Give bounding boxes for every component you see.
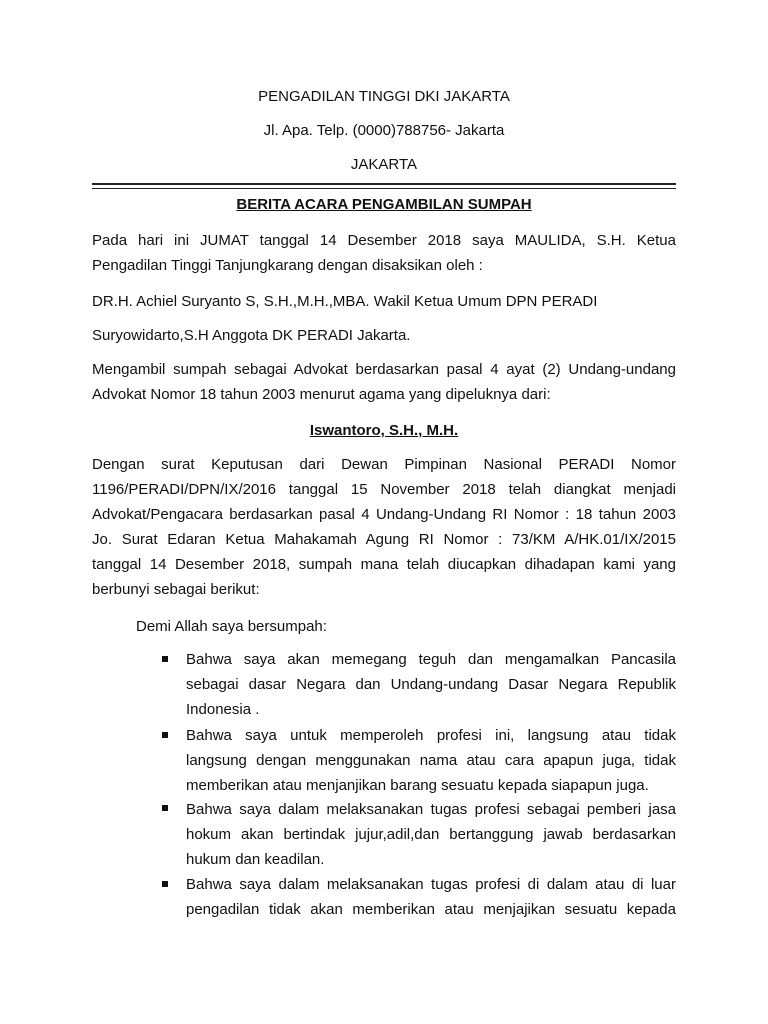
witness-2: [92, 323, 676, 348]
document-title: BERITA ACARA PENGAMBILAN SUMPAH: [236, 196, 532, 213]
advocate-name: Iswantoro, S.H., M.H.: [309, 422, 459, 439]
oath-point-line: Bahwa saya akan memegang teguh dan mengamalkan Pancasila: [186, 651, 676, 668]
bullet-square-icon: [162, 881, 168, 887]
oath-point: [186, 647, 676, 722]
oath-statement-line: Mengambil sumpah sebagai Advokat berdasarkan pasal 4 ayat (2) Undang-undang: [92, 361, 676, 378]
opening-line: Pengadilan Tinggi Tanjungkarang dengan disaksikan oleh :: [92, 257, 483, 274]
witness-1-text: DR.H. Achiel Suryanto S, S.H.,M.H.,MBA. Wakil Ketua Umum DPN PERADI: [92, 293, 598, 310]
court-city: JAKARTA: [350, 156, 418, 173]
header-divider-thick: [92, 183, 676, 185]
witness-2-text: Suryowidarto,S.H Anggota DK PERADI Jakarta.: [92, 327, 411, 344]
decree-paragraph: [92, 452, 676, 602]
oath-intro: Demi Allah saya bersumpah:: [136, 618, 327, 635]
oath-point-line: Indonesia .: [186, 701, 260, 718]
opening-line: Pada hari ini JUMAT tanggal 14 Desember 2018 saya MAULIDA, S.H. Ketua: [92, 232, 676, 249]
opening-paragraph: [92, 228, 676, 278]
oath-point-line: Bahwa saya untuk memperoleh profesi ini, langsung atau tidak: [186, 727, 676, 744]
oath-point: [186, 797, 676, 872]
decree-line: 1196/PERADI/DPN/IX/2016 tanggal 15 November 2018 telah diangkat menjadi: [92, 481, 676, 498]
oath-point-line: pengadilan tidak akan memberikan atau menjajikan sesuatu kepada: [186, 901, 676, 918]
oath-point-line: Bahwa saya dalam melaksanakan tugas profesi di dalam atau di luar: [186, 876, 676, 893]
decree-line: Jo. Surat Edaran Ketua Mahakamah Agung RI Nomor : 73/KM A/HK.01/IX/2015: [92, 531, 676, 548]
oath-point: [186, 872, 676, 922]
bullet-square-icon: [162, 732, 168, 738]
oath-point-line: hokum akan bertindak jujur,adil,dan bertanggung jawab berdasarkan: [186, 826, 676, 843]
court-address: Jl. Apa. Telp. (0000)788756- Jakarta: [263, 122, 505, 139]
oath-point-line: memberikan atau menjanjikan barang sesuatu kepada siapapun juga.: [186, 777, 649, 794]
oath-point: [186, 723, 676, 798]
decree-line: tanggal 14 Desember 2018, sumpah mana telah diucapkan dihadapan kami yang: [92, 556, 676, 573]
oath-point-line: sebagai dasar Negara dan Undang-undang Dasar Negara Republik: [186, 676, 676, 693]
witness-1: [92, 289, 676, 314]
oath-point-line: Bahwa saya dalam melaksanakan tugas profesi sebagai pemberi jasa: [186, 801, 676, 818]
bullet-square-icon: [162, 656, 168, 662]
decree-line: Advokat/Pengacara berdasarkan pasal 4 Undang-Undang RI Nomor : 18 tahun 2003: [92, 506, 676, 523]
decree-line: Dengan surat Keputusan dari Dewan Pimpinan Nasional PERADI Nomor: [92, 456, 676, 473]
bullet-square-icon: [162, 805, 168, 811]
court-name: PENGADILAN TINGGI DKI JAKARTA: [258, 88, 510, 105]
decree-line: berbunyi sebagai berikut:: [92, 581, 260, 598]
header-divider-thin: [92, 188, 676, 189]
oath-point-line: hukum dan keadilan.: [186, 851, 325, 868]
oath-statement: [92, 357, 676, 407]
oath-statement-line: Advokat Nomor 18 tahun 2003 menurut agama yang dipeluknya dari:: [92, 386, 551, 403]
oath-point-line: langsung dengan menggunakan nama atau cara apapun juga, tidak: [186, 752, 676, 769]
